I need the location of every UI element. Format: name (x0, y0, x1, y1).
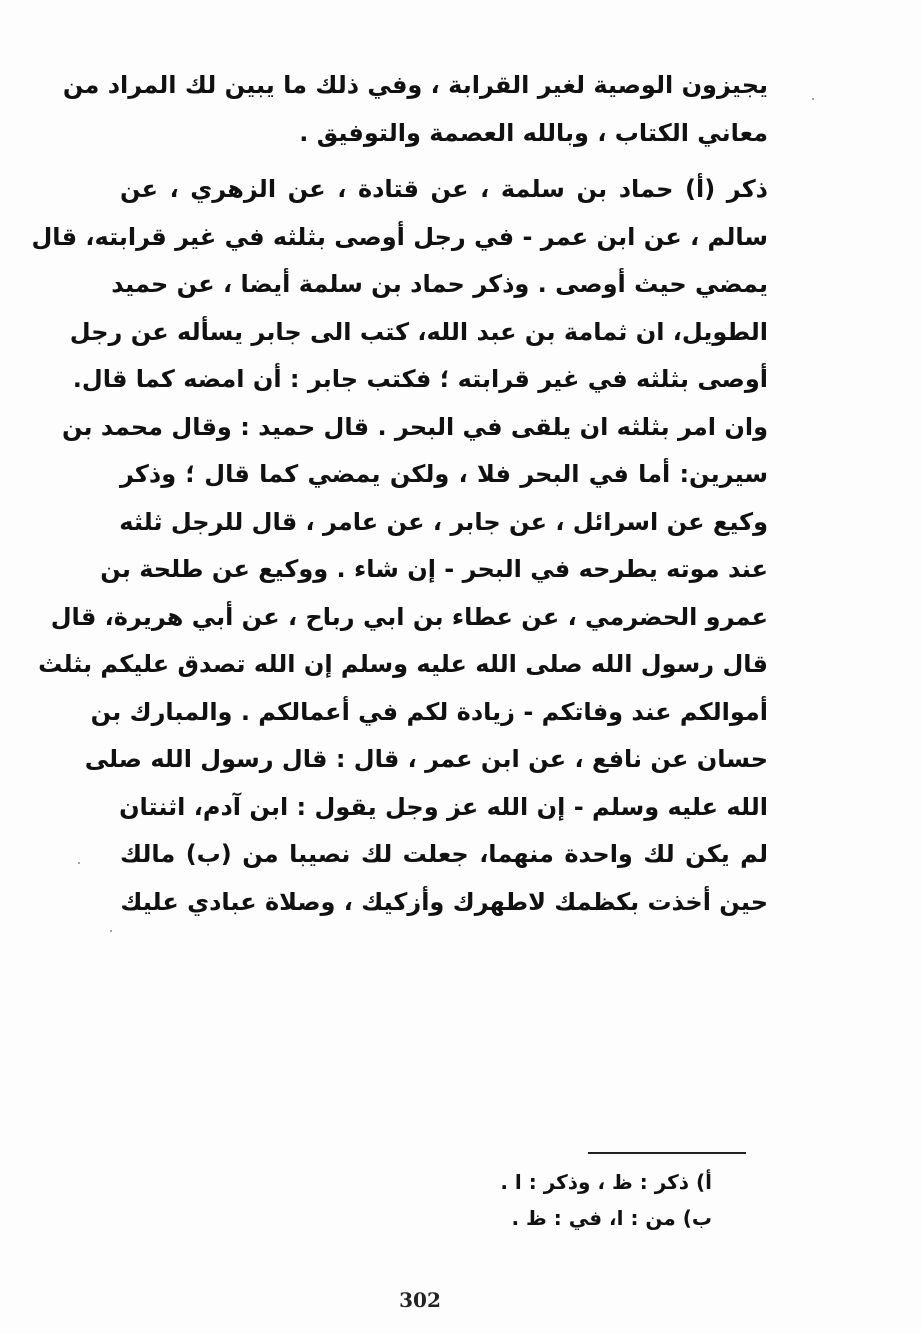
paper-speck (78, 862, 80, 864)
text-line: سيرين: أما في البحر فلا ، ولكن يمضي كما قال ؛ وذكر (120, 460, 768, 488)
text-line: ذكر (أ) حماد بن سلمة ، عن قتادة ، عن الزهري ، عن (120, 175, 768, 203)
text-line: حين أخذت بكظمك لاطهرك وأزكيك ، وصلاة عبادي عليك (120, 887, 768, 916)
text-line: أوصى بثلثه في غير قرابته ؛ فكتب جابر : أن امضه كما قال. (72, 365, 768, 393)
footnote-a: أ) ذكر : ظ ، وذكر : ا . (500, 1170, 712, 1194)
paragraph-1 (62, 62, 768, 157)
footnote-divider (588, 1152, 746, 1154)
page-number: 302 (399, 1288, 441, 1312)
text-line: قال رسول الله صلى الله عليه وسلم إن الله تصدق عليكم بثلث (38, 650, 768, 678)
text-line: سالم ، عن ابن عمر - في رجل أوصى بثلثه في غير قرابته، قال (31, 222, 768, 251)
text-line: وكيع عن اسرائل ، عن جابر ، عن عامر ، قال للرجل ثلثه (119, 507, 768, 536)
text-line: يجيزون الوصية لغير القرابة ، وفي ذلك ما يبين لك المراد من (62, 71, 768, 99)
text-line: الله عليه وسلم - إن الله عز وجل يقول : ابن آدم، اثنتان (119, 792, 768, 821)
footnote-b: ب) من : ا، في : ظ . (511, 1206, 712, 1230)
text-line: يمضي حيث أوصى . وذكر حماد بن سلمة أيضا ، عن حميد (111, 270, 768, 298)
footnotes (430, 1164, 712, 1236)
paper-speck (110, 930, 112, 932)
text-line: لم يكن لك واحدة منهما، جعلت لك نصيبا من (ب) مالك (120, 840, 768, 868)
paper-speck (812, 98, 814, 100)
text-line: عمرو الحضرمي ، عن عطاء بن ابي رباح ، عن أبي هريرة، قال (50, 602, 768, 631)
text-line: معاني الكتاب ، وبالله العصمة والتوفيق . (299, 118, 768, 147)
paragraph-2 (31, 166, 768, 926)
text-line: الطويل، ان ثمامة بن عبد الله، كتب الى جابر يسأله عن رجل (69, 317, 768, 346)
text-line: وان امر بثلثه ان يلقى في البحر . قال حميد : وقال محمد بن (61, 412, 768, 441)
text-line: أموالكم عند وفاتكم - زيادة لكم في أعمالكم . والمبارك بن (90, 697, 768, 726)
text-line: عند موته يطرحه في البحر - إن شاء . ووكيع عن طلحة بن (100, 555, 768, 583)
text-line: حسان عن نافع ، عن ابن عمر ، قال : قال رسول الله صلى (84, 745, 768, 773)
